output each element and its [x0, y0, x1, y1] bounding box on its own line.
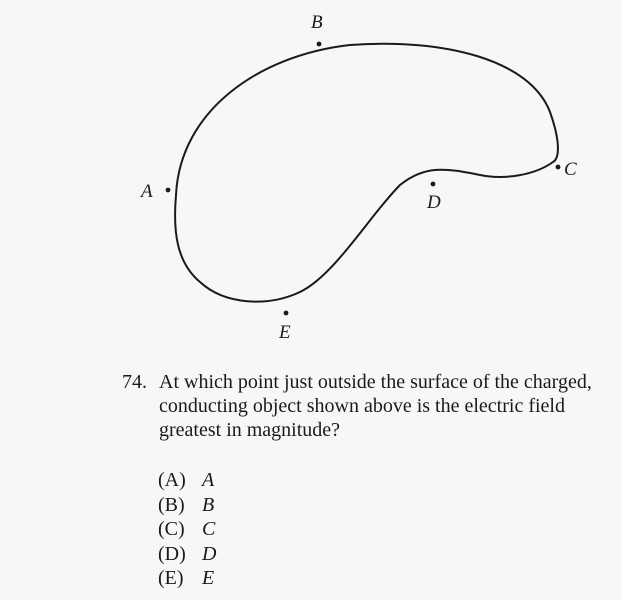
choice-letter: (A): [158, 469, 186, 491]
point-B-label: B: [311, 12, 323, 33]
question-block: [122, 370, 592, 442]
point-E-label: E: [279, 322, 291, 343]
choice-answer: E: [202, 567, 215, 589]
point-C-label: C: [564, 159, 577, 180]
choice-answer: D: [202, 542, 217, 565]
choice-letter: (D): [158, 542, 186, 565]
point-D-label: D: [427, 192, 441, 213]
choice-c[interactable]: [158, 517, 216, 542]
conductor-outline: [175, 44, 558, 302]
question-text: At which point just outside the surface of the charged, conducting object shown above is the electric field greatest in magnitude?: [159, 371, 592, 441]
choice-letter: (B): [158, 493, 185, 516]
answer-choices: [158, 468, 216, 591]
point-D-dot: [431, 182, 436, 187]
choice-answer: A: [202, 469, 215, 491]
question-number: 74.: [122, 371, 147, 393]
choice-b[interactable]: [158, 493, 216, 518]
choice-d[interactable]: [158, 542, 216, 567]
choice-answer: B: [202, 493, 215, 516]
choice-e[interactable]: [158, 566, 216, 591]
point-A-dot: [166, 188, 171, 193]
point-B-dot: [317, 42, 322, 47]
choice-answer: C: [202, 518, 216, 540]
point-E-dot: [284, 311, 289, 316]
choice-a[interactable]: [158, 468, 216, 493]
point-A-label: A: [141, 181, 153, 202]
choice-letter: (C): [158, 518, 185, 540]
choice-letter: (E): [158, 567, 184, 589]
point-C-dot: [556, 165, 561, 170]
